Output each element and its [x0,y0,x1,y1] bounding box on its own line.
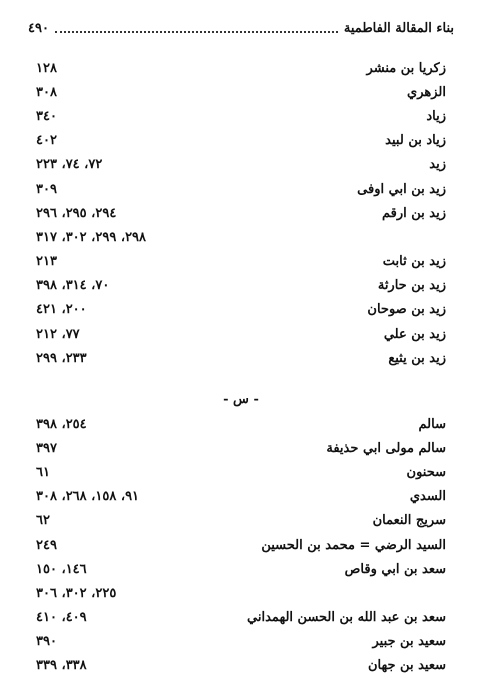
index-entry [36,460,446,484]
index-section-zay [36,56,446,370]
section-heading-seen: - س - [223,392,259,407]
index-section-seen [36,412,446,678]
entry-name: زيد بن ابي اوفى [357,181,446,197]
entry-name: سعيد بن جهان [367,658,446,674]
entry-name: زيد بن ثابت [382,254,446,270]
entry-pages: ٢٥٤، ٣٩٨ [36,416,87,432]
entry-name: السدي [409,489,446,505]
entry-pages: ٣٣٨، ٣٣٩ [36,658,87,674]
entry-name: زياد [426,108,446,124]
entry-name: سعيد بن جبير [372,634,446,650]
entry-pages: ٢٢٥، ٣٠٢، ٣٠٦ [36,585,117,601]
page-number: ٤٩٠ [28,20,49,36]
entry-pages: ٢٩٨، ٢٩٩، ٣٠٢، ٣١٧ [36,229,147,245]
index-entry [36,485,446,509]
entry-pages: ٧٢، ٧٤، ٢٢٣ [36,157,103,173]
entry-pages: ١٤٦، ١٥٠ [36,561,87,577]
entry-name: الزهري [407,84,446,100]
index-entry [36,606,446,630]
index-entry [36,581,446,605]
index-entry [36,104,446,128]
index-entry [36,250,446,274]
entry-pages: ١٢٨ [36,60,57,76]
index-entry [36,346,446,370]
index-entry [36,153,446,177]
index-entry [36,177,446,201]
index-entry [36,56,446,80]
entry-pages: ٧٧، ٢١٢ [36,326,80,342]
index-entry [36,201,446,225]
entry-pages: ٢٩٤، ٢٩٥، ٢٩٦ [36,205,117,221]
index-entry [36,129,446,153]
index-entry [36,412,446,436]
entry-name: زيد بن علي [383,326,446,342]
entry-pages: ٢٣٣، ٢٩٩ [36,350,87,366]
index-entry [36,533,446,557]
index-entry [36,654,446,678]
entry-name: سحنون [406,464,446,480]
entry-name: سريج النعمان [372,513,446,529]
entry-name: زيد [429,157,446,173]
index-entry [36,509,446,533]
entry-name: سالم مولى ابي حذيفة [326,440,446,456]
entry-pages: ٢٤٩ [36,537,57,553]
index-entry [36,436,446,460]
index-entry [36,225,446,249]
entry-pages: ٣٤٠ [36,108,57,124]
entry-name: زيد بن ارقم [381,205,446,221]
entry-name: سالم [418,416,446,432]
entry-pages: ٦١ [36,464,50,480]
entry-pages: ٦٢ [36,513,50,529]
entry-pages: ٣٩٠ [36,634,57,650]
entry-pages: ٤٠٩، ٤١٠ [36,610,87,626]
entry-name: زيد بن حارثة [377,278,446,294]
entry-name: زيد بن يثيع [388,350,446,366]
entry-pages: ٣٩٧ [36,440,57,456]
index-entry [36,630,446,654]
entry-pages: ٣٠٨ [36,84,57,100]
entry-name: زيد بن صوحان [367,302,446,318]
entry-pages: ٢٠٠، ٤٢١ [36,302,87,318]
entry-pages: ٢١٣ [36,254,57,270]
index-entry [36,557,446,581]
entry-pages: ٩١، ١٥٨، ٢٦٨، ٣٠٨ [36,489,140,505]
entry-name: سعد بن ابي وقاص [344,561,446,577]
entry-pages: ٣٠٩ [36,181,57,197]
entry-name: سعد بن عبد الله بن الحسن الهمداني [247,610,446,626]
entry-name: زياد بن لبيد [385,133,446,149]
index-entry [36,322,446,346]
dotted-leader [55,23,338,33]
entry-name: زكريا بن منشر [366,60,446,76]
index-entry [36,80,446,104]
entry-pages: ٤٠٢ [36,133,57,149]
running-header [28,18,454,38]
header-title: بناء المقالة الفاطمية [343,20,454,36]
index-entry [36,298,446,322]
entry-name: السيد الرضي = محمد بن الحسين [261,537,446,553]
index-entry [36,274,446,298]
entry-pages: ٧٠، ٣١٤، ٣٩٨ [36,278,110,294]
